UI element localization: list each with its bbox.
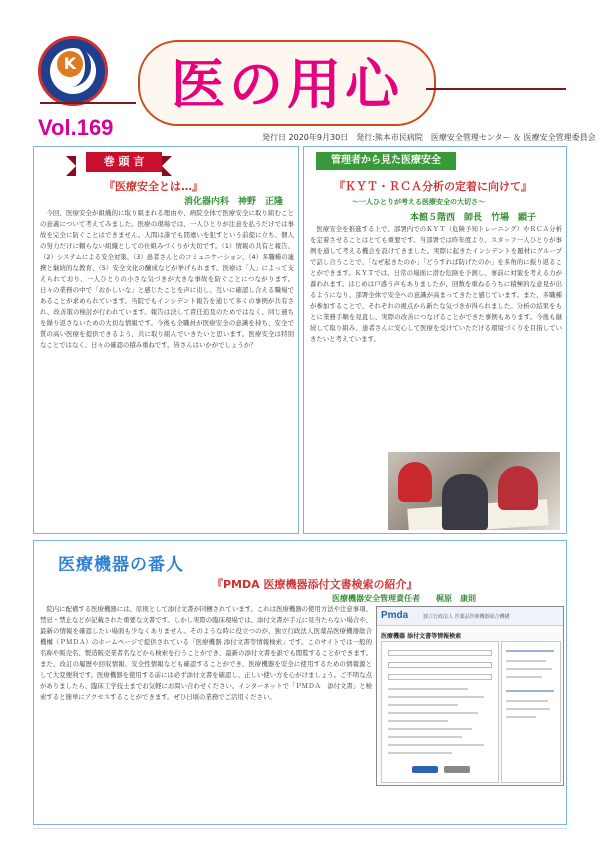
right-article-body-wrap bbox=[310, 224, 562, 448]
hospital-logo bbox=[38, 36, 108, 106]
pmda-line-5 bbox=[388, 720, 448, 722]
pmda-line-8 bbox=[388, 744, 484, 746]
left-article-body-wrap bbox=[40, 208, 294, 528]
footer-divider bbox=[33, 828, 567, 829]
pmda-logo: Pmda bbox=[381, 610, 409, 621]
pmda-side-line-5 bbox=[506, 690, 554, 692]
section-title: 医療機器の番人 bbox=[58, 555, 184, 575]
pmda-page-title: 医療機器 添付文書等情報検索 bbox=[381, 633, 462, 640]
newsletter-title: 医の用心 bbox=[171, 53, 403, 116]
pmda-side-line-4 bbox=[506, 676, 542, 678]
pmda-line-1 bbox=[388, 688, 468, 690]
pmda-line-3 bbox=[388, 704, 458, 706]
title-frame bbox=[138, 40, 436, 126]
pmda-side-line-3 bbox=[506, 668, 552, 670]
bottom-article-body: 院内に配備する医療機器には、原則として添付文書が同梱されています。これは医療機器の使用方法や注意事項、禁忌・禁止などが記載された重要な文書です。しかし実際の臨床現場では、添付文書が手元に見当たらない場合や、最新の情報を確認したい場面も少なくありません。そのような時に役立つのが、独立行政法人医薬品医療機器総合機構（ＰＭＤＡ）のホームページで提供されている「医療機器 添付文書等情報検索」です。このサイトでは一般的名称や販売名、製造販売業者名などから検索を行うことができ、最新の添付文書を誰でも閲覧することができます。また、改訂の履歴や回収情報、安全性情報なども確認することができ、医療機器を安全に使用するための情報源として大変便利です。医療機器を使用する前には必ず添付文書を確認し、正しい使い方を心がけましょう。ご不明な点がありましたら、臨床工学技士までお気軽にお問い合わせください。インターネットで「ＰＭＤＡ 添付文書」と検索すると簡単にアクセスすることができます。ぜひ日頃の業務でご活用ください。 bbox=[40, 605, 372, 701]
right-article-body: 医療安全を推進する上で、部署内でのＫＹＴ（危険予知トレーニング）やＲＣＡ分析を定着させることはとても重要です。当部署では昨年度より、スタッフ一人ひとりが事例を通して考える機会を設けてきました。実際に起きたインシデントを題材にグループで話し合うことで、「なぜ起きたのか」「どうすれば防げたのか」を多角的に振り返ることができます。ＫＹＴでは、日常の場面に潜む危険を予測し、事前に対策を考える力が養われます。はじめは戸惑う声もありましたが、回数を重ねるうちに積極的な意見が出るようになり、部署全体で安全への意識が高まってきたと感じています。また、多職種が参加することで、それぞれの視点から新たな気づきが得られました。分析の結果をもとに業務手順を見直し、実際の改善につなげることができた事例もあります。今後も継続して取り組み、患者さんに安心して医療を受けていただける環境づくりを目指していきたいと考えています。 bbox=[310, 225, 562, 343]
bottom-article-author: 医療機器安全管理責任者 梶原 康則 bbox=[332, 594, 476, 603]
pmda-screenshot bbox=[376, 606, 564, 786]
right-article-tag: 管理者から見た医療安全 bbox=[316, 152, 456, 170]
bottom-article-title: 『PMDA 医療機器添付文書検索の紹介』 bbox=[212, 578, 418, 591]
pmda-side-line-2 bbox=[506, 660, 546, 662]
right-article-author: 本館５階西 師長 竹場 顕子 bbox=[410, 213, 537, 223]
left-article-body: 今回、医療安全が組織的に取り組まれる理由や、病院全体で医療安全に取り組むことの意義について考えてみました。医療の現場では、一人ひとりが注意を払うだけでは事故を完全に防ぐことはできません。人間は誰でも間違いを犯すという前提に立ち、個人の努力だけに頼らない組織としての仕組みづくりが大切です。（1）情報の共有と報告、（2）システムによる安全対策、（3）患者さんとのコミュニケーション、（4）多職種の連携と継続的な教育、（5）安全文化の醸成などが挙げられます。医療は「人」によって支えられており、一人ひとりの小さな気づきが大きな事故を防ぐことにつながります。日々の業務の中で「おかしいな」と感じたことを声に出し、互いに確認し合える職場であることが求められています。当院でもインシデント報告を通じて多くの事例が共有され、改善策の検討が行われています。報告は決して責任追及のためではなく、同じ過ちを繰り返さないための大切な情報です。今後も全職員が医療安全の意識を持ち、安全で質の高い医療を提供できるよう、共に取り組んでいきたいと思います。医療安全は特別なことではなく、日々の確認の積み重ねです。皆さんはいかがでしょうか？ bbox=[40, 209, 294, 349]
photo-person-2 bbox=[442, 474, 488, 530]
pmda-side-line-7 bbox=[506, 708, 550, 710]
pmda-line-9 bbox=[388, 752, 452, 754]
left-article-author: 消化器内科 神野 正隆 bbox=[184, 197, 284, 207]
left-article-ribbon: 巻 頭 言 bbox=[86, 152, 162, 172]
pmda-side-panel bbox=[501, 641, 561, 783]
ribbon-tail-left bbox=[66, 156, 76, 176]
pmda-org-name: 独立行政法人 医薬品医療機器総合機構 bbox=[423, 614, 510, 620]
photo-person-3 bbox=[498, 466, 538, 510]
pmda-field-1 bbox=[388, 650, 492, 656]
pmda-line-7 bbox=[388, 736, 462, 738]
pmda-search-panel bbox=[381, 641, 499, 783]
pmda-clear-button bbox=[444, 766, 470, 773]
pmda-line-6 bbox=[388, 728, 472, 730]
bottom-article-body-wrap bbox=[40, 604, 372, 816]
pmda-side-line-1 bbox=[506, 650, 554, 652]
pmda-side-line-6 bbox=[506, 700, 548, 702]
pmda-side-line-8 bbox=[506, 716, 536, 718]
pmda-line-2 bbox=[388, 696, 484, 698]
right-article-title: 『ＫＹＴ・ＲＣＡ分析の定着に向けて』 bbox=[334, 180, 532, 193]
volume-number: Vol.169 bbox=[38, 115, 114, 140]
ribbon-tail-right bbox=[162, 156, 172, 176]
title-divider-right bbox=[426, 88, 566, 90]
training-photo bbox=[388, 452, 560, 530]
pmda-line-4 bbox=[388, 712, 478, 714]
pmda-field-2 bbox=[388, 662, 492, 668]
left-article-title: 『医療安全とは…』 bbox=[104, 180, 203, 193]
pmda-header-bar bbox=[377, 607, 563, 626]
right-article-subtitle: 〜一人ひとりが考える医療安全の大切さ〜 bbox=[352, 198, 485, 206]
publication-info: 発行日 2020年9月30日 発行:熊本市民病院 医療安全管理センター ＆ 医療安全管理委員会 bbox=[262, 133, 596, 142]
logo-letter: K bbox=[57, 51, 83, 77]
title-divider-left bbox=[40, 102, 136, 104]
pmda-search-button bbox=[412, 766, 438, 773]
pmda-field-3 bbox=[388, 674, 492, 680]
photo-person-1 bbox=[398, 462, 432, 502]
